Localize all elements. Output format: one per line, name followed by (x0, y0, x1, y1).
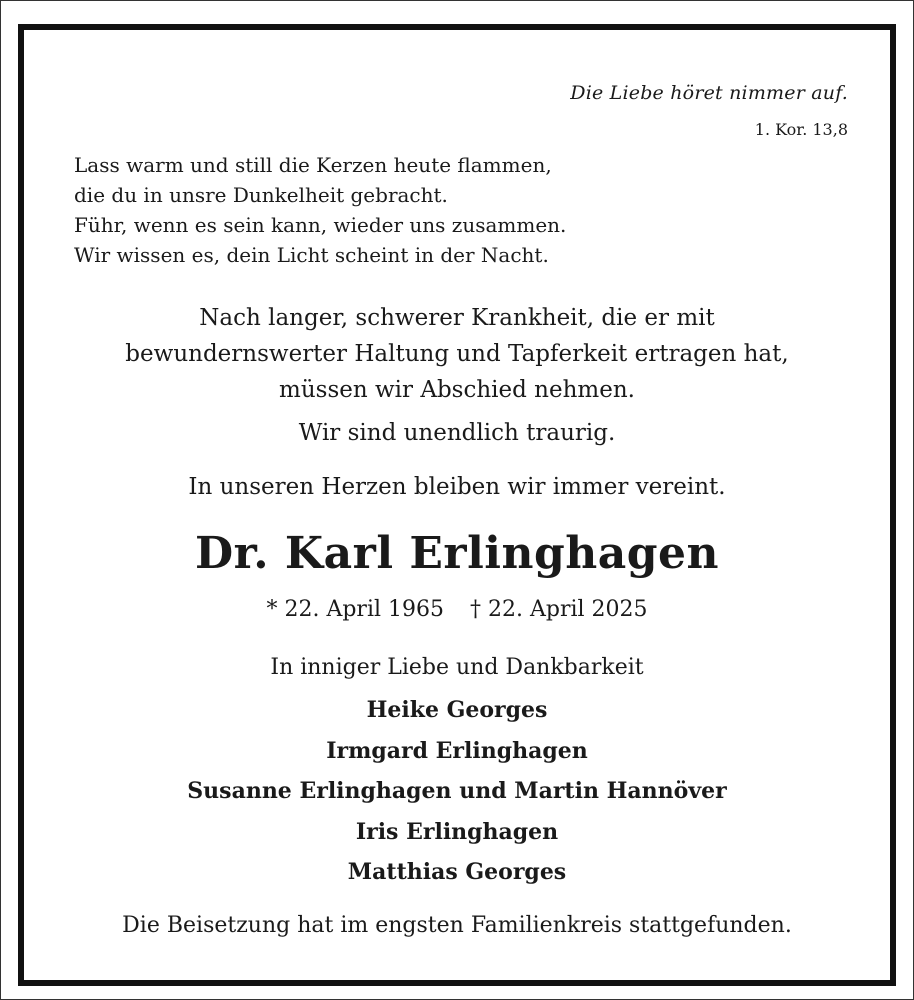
obituary-card (18, 24, 896, 986)
bible-motto: Die Liebe höret nimmer auf. (570, 82, 848, 104)
family-list (24, 690, 890, 893)
poem-line: Führ, wenn es sein kann, wieder uns zusammen. (74, 213, 567, 237)
life-dates (24, 594, 890, 626)
death-date: † 22. April 2025 (470, 597, 648, 622)
thanks-line: In inniger Liebe und Dankbarkeit (270, 655, 644, 680)
poem-line: Wir wissen es, dein Licht scheint in der Nacht. (74, 243, 549, 267)
family-member: Susanne Erlinghagen und Martin Hannöver (187, 778, 727, 804)
united-line: In unseren Herzen bleiben wir immer vereint. (188, 474, 726, 500)
intro-line: Nach langer, schwerer Krankheit, die er mit (199, 305, 715, 331)
family-member: Iris Erlinghagen (355, 818, 559, 845)
poem-line: Lass warm und still die Kerzen heute flammen, (74, 153, 552, 177)
bible-reference: 1. Kor. 13,8 (754, 120, 848, 139)
family-member: Matthias Georges (347, 859, 567, 885)
intro-text (24, 300, 890, 408)
deceased-name: Dr. Karl Erlinghagen (194, 528, 720, 579)
intro-line: müssen wir Abschied nehmen. (279, 377, 635, 403)
poem (74, 150, 566, 270)
sad-line: Wir sind unendlich traurig. (298, 420, 616, 446)
burial-note: Die Beisetzung hat im engsten Familienkreis stattgefunden. (122, 913, 792, 938)
intro-line: bewundernswerter Haltung und Tapferkeit ertragen hat, (125, 341, 789, 367)
family-member: Irmgard Erlinghagen (326, 737, 588, 764)
poem-line: die du in unsre Dunkelheit gebracht. (74, 183, 448, 207)
birth-date: * 22. April 1965 (266, 597, 444, 622)
family-member: Heike Georges (366, 697, 548, 723)
